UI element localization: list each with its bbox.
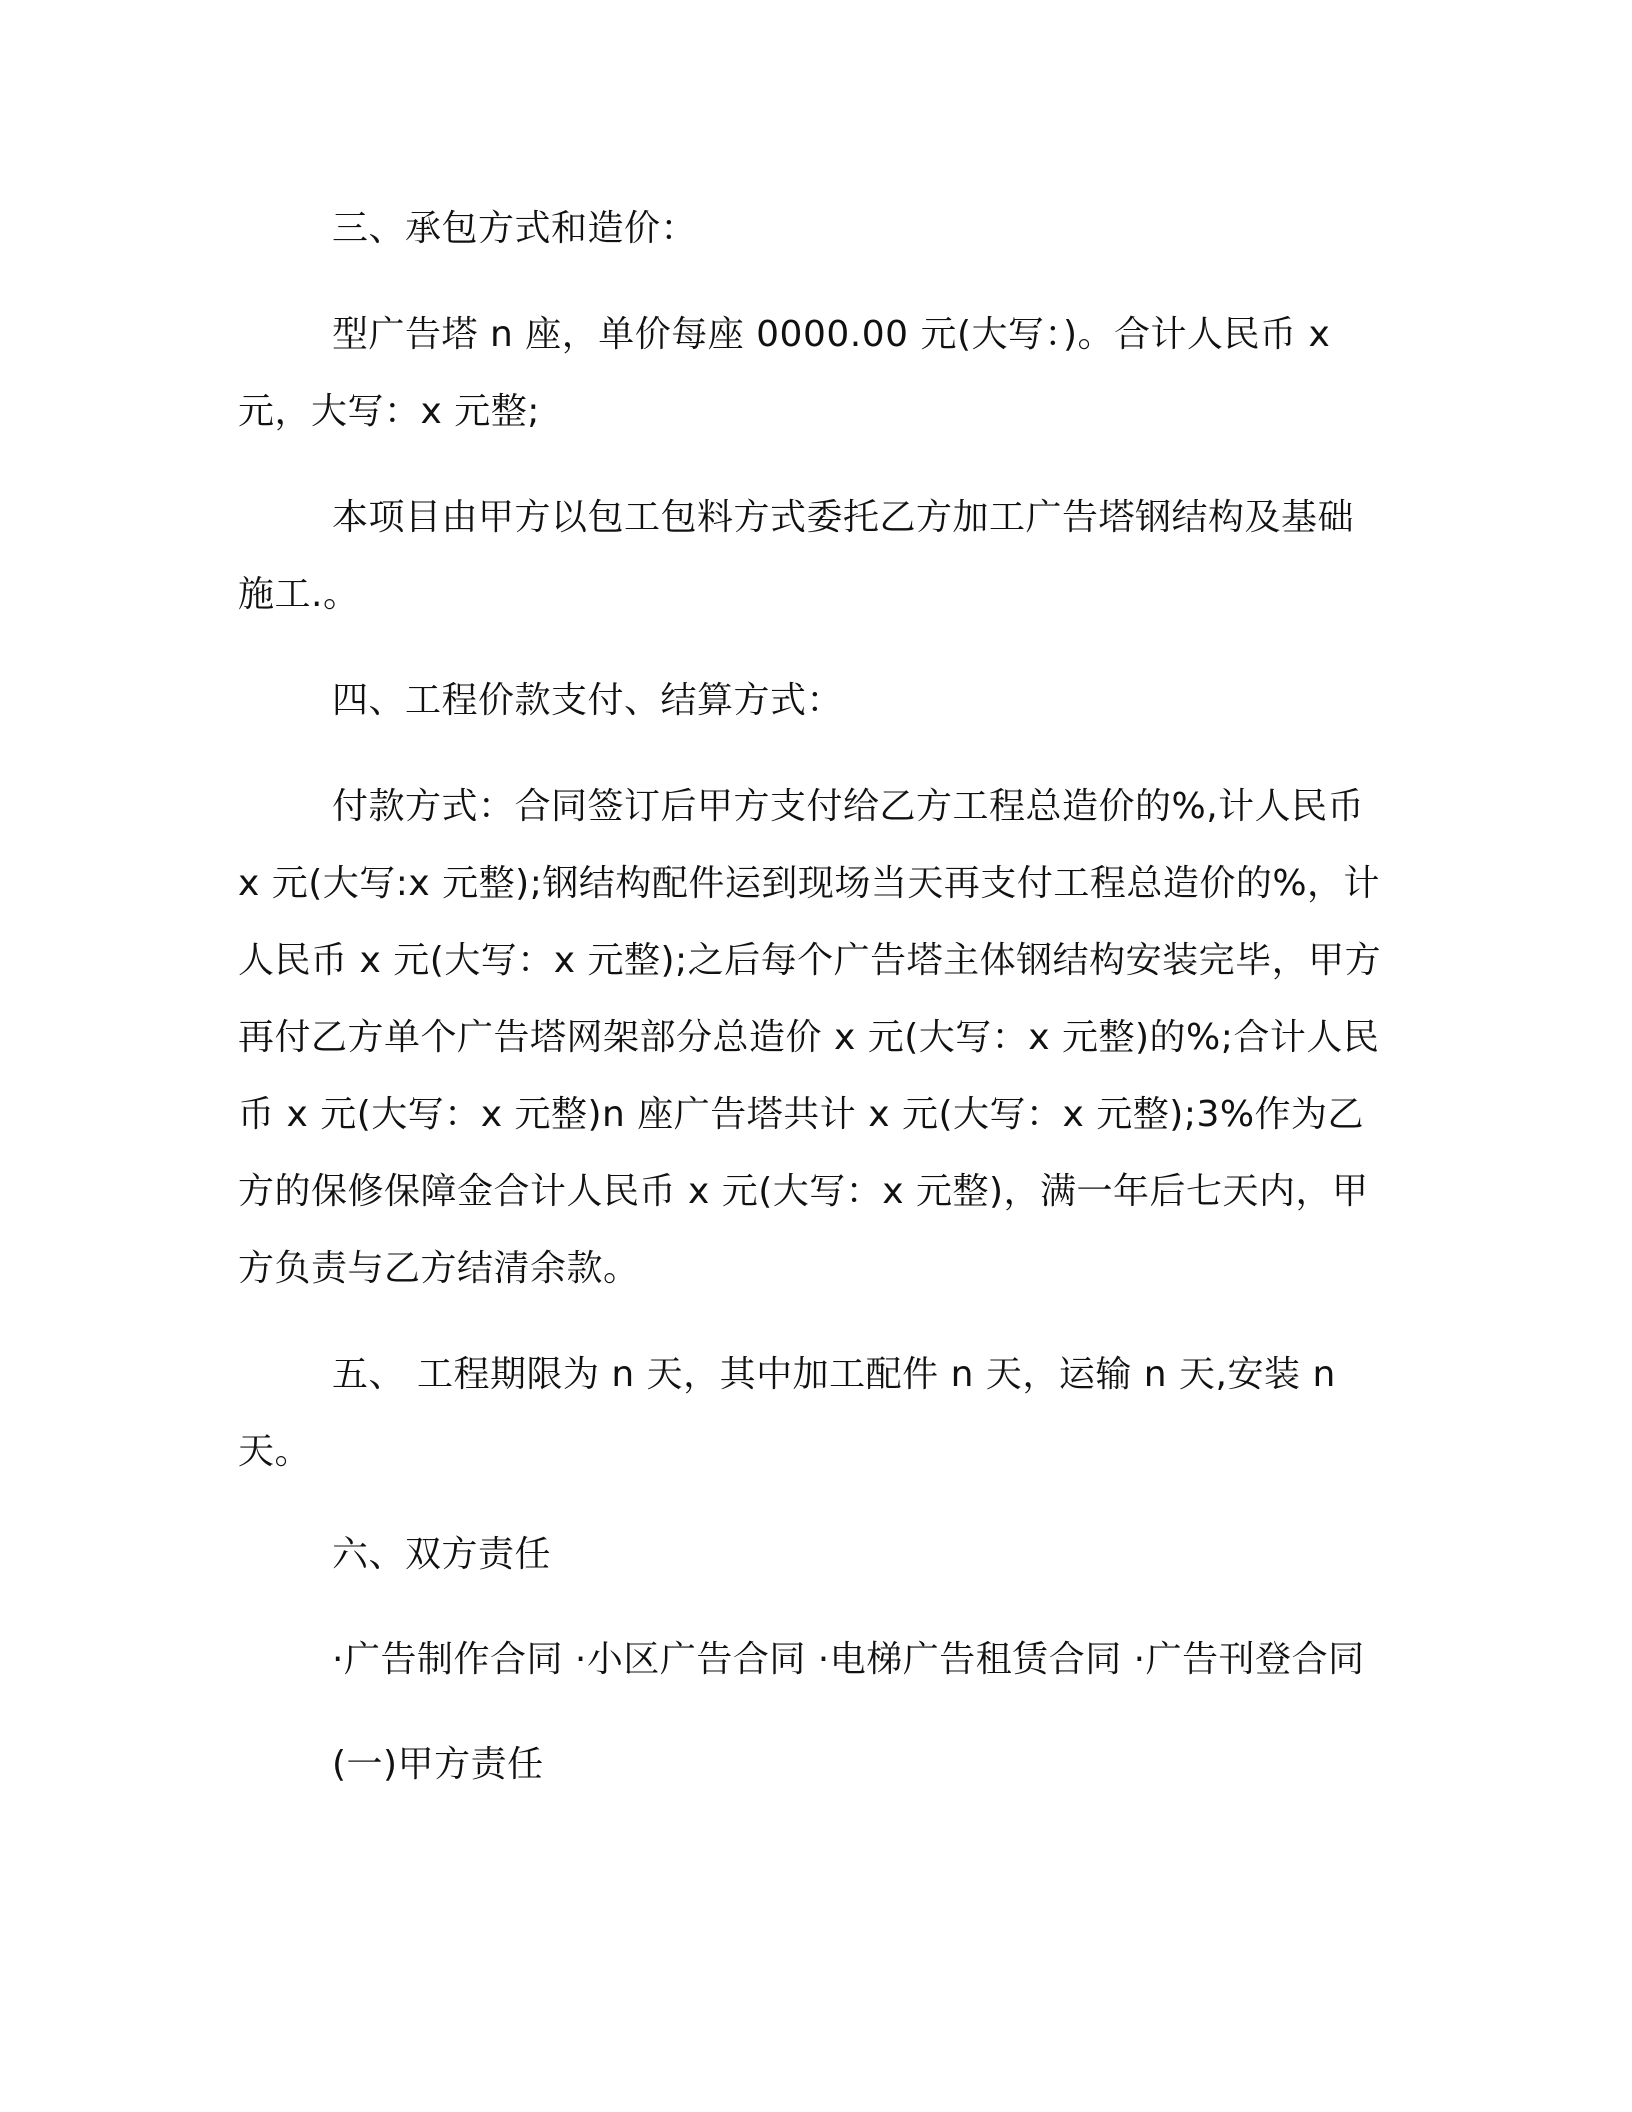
document-body <box>238 190 1388 1803</box>
payment-paragraph: 付款方式：合同签订后甲方支付给乙方工程总造价的%,计人民币 x 元(大写:x 元整);钢结构配件运到现场当天再支付工程总造价的%，计人民币 x 元(大写：x 元整);之后每个广告塔主体钢结构安装完毕，甲方再付乙方单个广告塔网架部分总造价 x 元(大写：x 元整)的%;合计人民币 x 元(大写：x 元整)n 座广告塔共计 x 元(大写：x 元整);3%作为乙方的保修保障金合计人民币 x 元(大写：x 元整)，满一年后七天内，甲方负责与乙方结清余款。 <box>238 786 1382 1289</box>
section-heading-6: 六、双方责任 <box>332 1534 552 1575</box>
contract-scope-paragraph: 本项目由甲方以包工包料方式委托乙方加工广告塔钢结构及基础施工.。 <box>238 497 1355 615</box>
related-contracts-links: ·广告制作合同 ·小区广告合同 ·电梯广告租赁合同 ·广告刊登合同 <box>332 1639 1365 1680</box>
section-heading-3: 三、承包方式和造价： <box>332 208 698 249</box>
price-paragraph: 型广告塔 n 座，单价每座 0000.00 元(大写：)。合计人民币 x 元，大写：x 元整; <box>238 314 1331 432</box>
section-heading-5: 五、 工程期限为 n 天，其中加工配件 n 天，运输 n 天,安装 n 天。 <box>238 1354 1336 1472</box>
section-heading-4: 四、工程价款支付、结算方式： <box>332 680 844 721</box>
subsection-heading-party-a: (一)甲方责任 <box>332 1744 544 1785</box>
